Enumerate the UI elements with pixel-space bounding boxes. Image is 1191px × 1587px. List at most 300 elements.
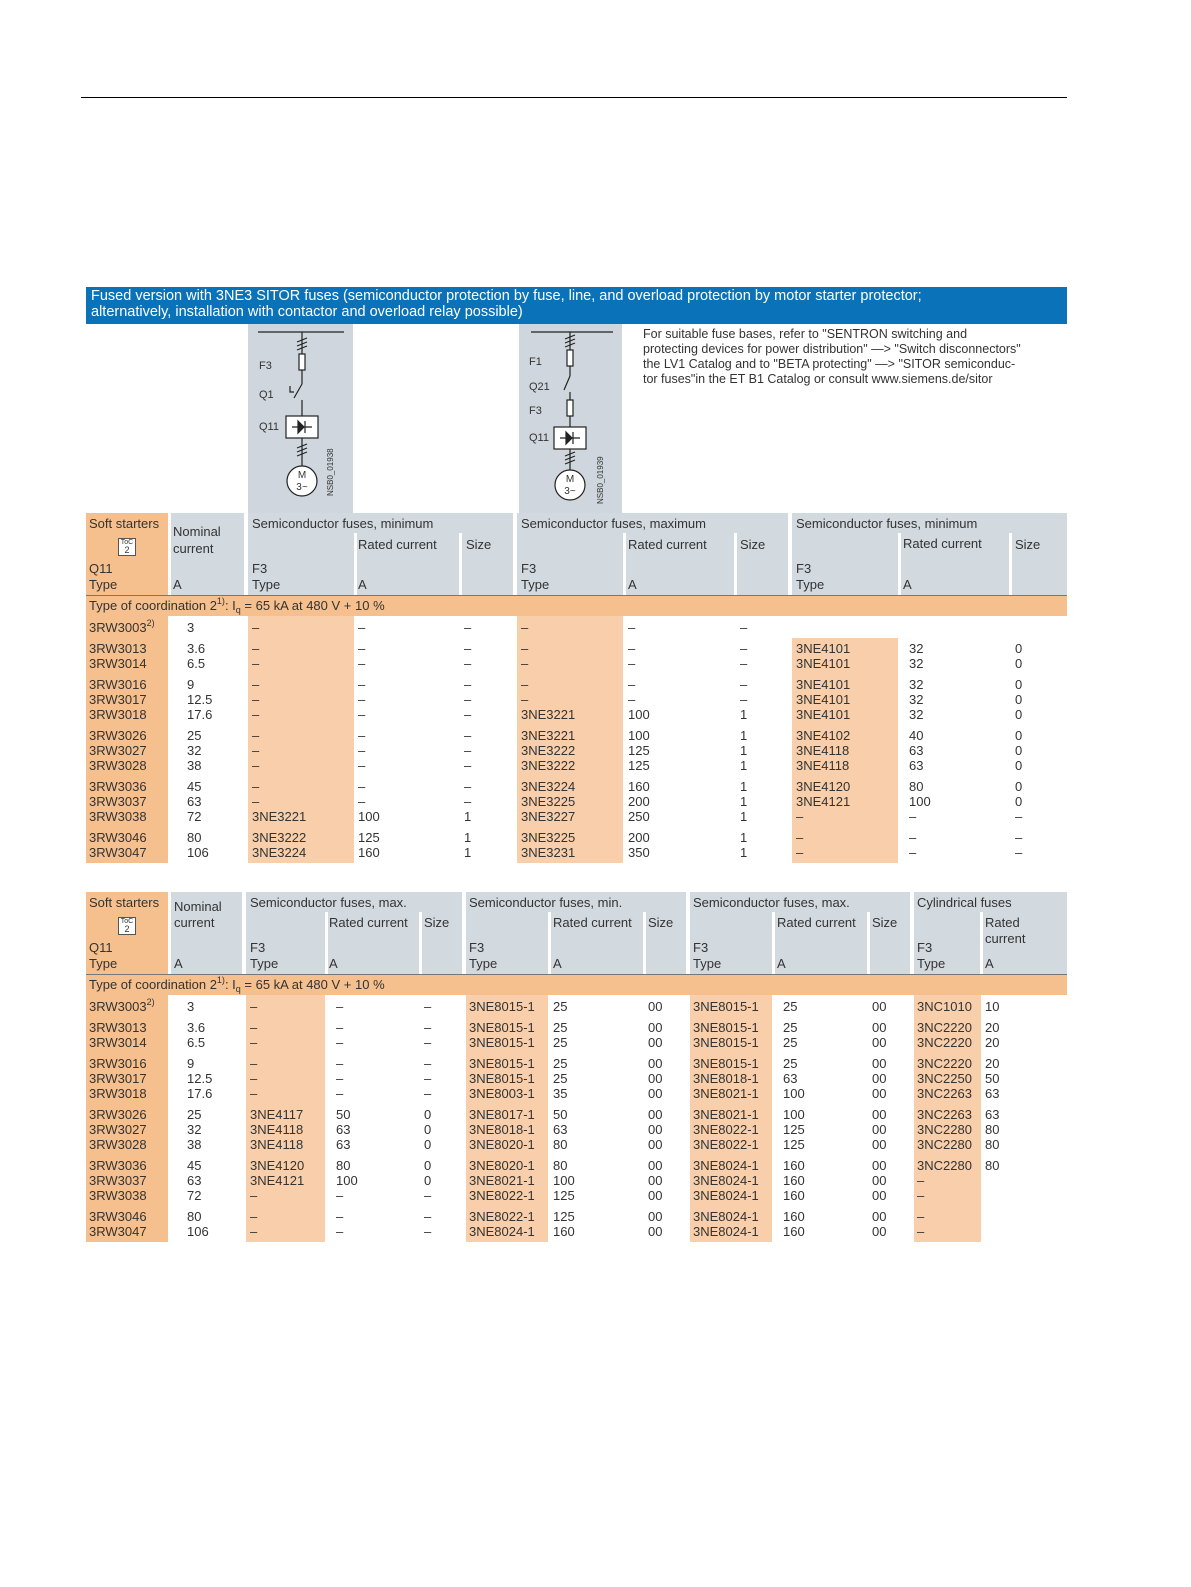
table2-cell-r9-c11: 3NC2280 (917, 1158, 972, 1173)
t1-h-group1: Semiconductor fuses, minimum (252, 516, 434, 531)
table2-cell-r8-c6: 80 (553, 1137, 568, 1152)
table2-cell-r5-c7: 00 (648, 1086, 663, 1101)
table1-cell-r10-c8: 3NE4121 (796, 794, 851, 809)
table2-cell-r11-c7: 00 (648, 1188, 663, 1203)
table1-cell-r4-c9: 32 (909, 692, 924, 707)
table2-cell-r5-c1: 17.6 (187, 1086, 213, 1101)
table2-cell-r5-c2: – (250, 1086, 258, 1101)
table2-cell-r1-c2: – (250, 1020, 258, 1035)
table2-cell-r13-c7: 00 (648, 1224, 663, 1239)
table2-cell-r6-c8: 3NE8021-1 (693, 1107, 759, 1122)
table2-cell-r7-c12: 80 (985, 1122, 1000, 1137)
table2-cell-r1-c7: 00 (648, 1020, 663, 1035)
table1-cell-r9-c1: 45 (187, 779, 202, 794)
table1-cell-r6-c6: 100 (628, 728, 650, 743)
table2-cell-r2-c2: – (250, 1035, 258, 1050)
table1-cell-r8-c6: 125 (628, 758, 650, 773)
table2-cell-r2-c1: 6.5 (187, 1035, 206, 1050)
table2-cell-r3-c6: 25 (553, 1056, 568, 1071)
t2-h-g4-a: A (985, 956, 994, 971)
table1-cell-r2-c7: – (740, 656, 748, 671)
table2-cell-r12-c4: – (424, 1209, 432, 1224)
table1-cell-r11-c6: 250 (628, 809, 650, 824)
t1-h-g3-type: Type (796, 577, 825, 592)
table2-cell-r8-c7: 00 (648, 1137, 663, 1152)
t1-h-g1-rated: Rated current (358, 537, 437, 552)
table1-cell-r11-c1: 72 (187, 809, 202, 824)
table2-cell-r7-c10: 00 (872, 1122, 887, 1137)
table2-cell-r3-c9: 25 (783, 1056, 798, 1071)
table1-cell-r6-c4: – (464, 728, 472, 743)
t1-h-g2-a: A (628, 577, 637, 592)
table1-cell-r13-c2: 3NE3224 (252, 845, 307, 860)
table1-cell-r0-c6: – (628, 620, 636, 635)
table2-cell-r4-c7: 00 (648, 1071, 663, 1086)
toc-icon[interactable] (118, 538, 136, 556)
t2-h-g4-f3: F3 (917, 940, 933, 955)
top-rule (81, 97, 1067, 98)
table2-cell-r11-c2: – (250, 1188, 258, 1203)
table2-cell-r7-c3: 63 (336, 1122, 351, 1137)
table1-cell-r0-c3: – (358, 620, 366, 635)
table1-cell-r6-c5: 3NE3221 (521, 728, 576, 743)
table1-cell-r7-c10: 0 (1015, 743, 1023, 758)
t2-h-g2-f3: F3 (469, 940, 485, 955)
table2-cell-r8-c12: 80 (985, 1137, 1000, 1152)
table2-cell-r3-c1: 9 (187, 1056, 195, 1071)
t1-h-g3-a: A (903, 577, 912, 592)
table1-cell-r2-c8: 3NE4101 (796, 656, 851, 671)
table2-cell-r13-c2: – (250, 1224, 258, 1239)
table1-cell-r4-c1: 12.5 (187, 692, 213, 707)
table2-cell-r1-c10: 00 (872, 1020, 887, 1035)
table1-cell-r13-c1: 106 (187, 845, 209, 860)
table1-cell-r0-c1: 3 (187, 620, 195, 635)
table1-cell-r1-c1: 3.6 (187, 641, 206, 656)
table1-cell-r7-c2: – (252, 743, 260, 758)
table2-cell-r10-c7: 00 (648, 1173, 663, 1188)
table1-cell-r10-c4: – (464, 794, 472, 809)
diagram2-motor-m: M (565, 474, 575, 485)
table1-cell-r10-c6: 200 (628, 794, 650, 809)
table2-cell-r11-c11: – (917, 1188, 925, 1203)
table2-cell-r10-c2: 3NE4121 (250, 1173, 305, 1188)
circuit-diagram-2 (519, 324, 622, 514)
t2-h-nominal: Nominal (174, 899, 222, 914)
table1-cell-r6-c0: 3RW3026 (89, 728, 147, 743)
table1-cell-r1-c10: 0 (1015, 641, 1023, 656)
table2-cell-r13-c1: 106 (187, 1224, 209, 1239)
table1-cell-r13-c7: 1 (740, 845, 748, 860)
table2-cell-r12-c6: 125 (553, 1209, 575, 1224)
table1-cell-r10-c5: 3NE3225 (521, 794, 576, 809)
table2-cell-r4-c11: 3NC2250 (917, 1071, 972, 1086)
table1-cell-r0-c7: – (740, 620, 748, 635)
table1-cell-r12-c5: 3NE3225 (521, 830, 576, 845)
table1-cell-r5-c4: – (464, 707, 472, 722)
table2-cell-r3-c0: 3RW3016 (89, 1056, 147, 1071)
table2-cell-r12-c1: 80 (187, 1209, 202, 1224)
table2-cell-r6-c2: 3NE4117 (250, 1107, 304, 1122)
table1-cell-r5-c8: 3NE4101 (796, 707, 851, 722)
table2-cell-r5-c0: 3RW3018 (89, 1086, 147, 1101)
table2-cell-r5-c5: 3NE8003-1 (469, 1086, 535, 1101)
table2-cell-r5-c10: 00 (872, 1086, 887, 1101)
table2-cell-r11-c4: – (424, 1188, 432, 1203)
table2-cell-r3-c10: 00 (872, 1056, 887, 1071)
table1-cell-r3-c3: – (358, 677, 366, 692)
table1-cell-r1-c4: – (464, 641, 472, 656)
table1-cell-r9-c0: 3RW3036 (89, 779, 147, 794)
table2-cell-r2-c0: 3RW3014 (89, 1035, 147, 1050)
table1-cell-r4-c5: – (521, 692, 529, 707)
diagram1-label-f3: F3 (259, 360, 272, 372)
table1-cell-r7-c1: 32 (187, 743, 202, 758)
table1-cell-r8-c5: 3NE3222 (521, 758, 576, 773)
table1-cell-r2-c4: – (464, 656, 472, 671)
table1-cell-r12-c3: 125 (358, 830, 380, 845)
table2-cell-r7-c7: 00 (648, 1122, 663, 1137)
table2-cell-r2-c6: 25 (553, 1035, 568, 1050)
table1-cell-r12-c1: 80 (187, 830, 202, 845)
table2-cell-r7-c6: 63 (553, 1122, 568, 1137)
table1-cell-r13-c5: 3NE3231 (521, 845, 576, 860)
table1-cell-r1-c2: – (252, 641, 260, 656)
toc-icon-2[interactable] (118, 917, 136, 935)
table2-cell-r6-c3: 50 (336, 1107, 351, 1122)
table1-cell-r11-c2: 3NE3221 (252, 809, 307, 824)
table2-cell-r5-c11: 3NC2263 (917, 1086, 972, 1101)
table2-cell-r9-c8: 3NE8024-1 (693, 1158, 759, 1173)
table1-cell-r7-c3: – (358, 743, 366, 758)
table2-cell-r6-c7: 00 (648, 1107, 663, 1122)
table1-cell-r9-c6: 160 (628, 779, 650, 794)
table2-cell-r6-c6: 50 (553, 1107, 568, 1122)
table1-cell-r1-c0: 3RW3013 (89, 641, 147, 656)
table1-cell-r12-c8: – (796, 830, 804, 845)
table2-cell-r5-c12: 63 (985, 1086, 1000, 1101)
table1-cell-r12-c2: 3NE3222 (252, 830, 307, 845)
table1-cell-r10-c9: 100 (909, 794, 931, 809)
table1-cell-r1-c8: 3NE4101 (796, 641, 851, 656)
toc-icon-num: 2 (124, 545, 130, 555)
table2-cell-r1-c6: 25 (553, 1020, 568, 1035)
table2-cell-r4-c9: 63 (783, 1071, 798, 1086)
table2-cell-r1-c11: 3NC2220 (917, 1020, 972, 1035)
table2-cell-r1-c0: 3RW3013 (89, 1020, 147, 1035)
t2-h-q11: Q11 (89, 940, 113, 955)
table2-cell-r2-c10: 00 (872, 1035, 887, 1050)
t1-h-soft-starters: Soft starters (89, 516, 160, 531)
table1-cell-r9-c7: 1 (740, 779, 748, 794)
table2-cell-r2-c12: 20 (985, 1035, 1000, 1050)
table2-cell-r0-c5: 3NE8015-1 (469, 999, 535, 1014)
t2-h-group1: Semiconductor fuses, max. (250, 895, 407, 910)
table2-cell-r10-c9: 160 (783, 1173, 805, 1188)
table1-cell-r13-c0: 3RW3047 (89, 845, 147, 860)
table2-cell-r0-c9: 25 (783, 999, 798, 1014)
t1-h-type: Type (89, 577, 118, 592)
banner-line-1: Fused version with 3NE3 SITOR fuses (semiconductor protection by fuse, line, and overload protection by motor starter protector; (91, 288, 922, 304)
table2-cell-r9-c0: 3RW3036 (89, 1158, 147, 1173)
table2-cell-r10-c4: 0 (424, 1173, 432, 1188)
table1-cell-r11-c8: – (796, 809, 804, 824)
table1-cell-r3-c1: 9 (187, 677, 195, 692)
table1-cell-r6-c10: 0 (1015, 728, 1023, 743)
table1-cell-r11-c3: 100 (358, 809, 380, 824)
table2-cell-r5-c4: – (424, 1086, 432, 1101)
table2-cell-r9-c2: 3NE4120 (250, 1158, 305, 1173)
table1-cell-r4-c6: – (628, 692, 636, 707)
table2-cell-r5-c3: – (336, 1086, 344, 1101)
table1-cell-r13-c9: – (909, 845, 917, 860)
table1-cell-r10-c0: 3RW3037 (89, 794, 147, 809)
table1-cell-r5-c1: 17.6 (187, 707, 213, 722)
t1-h-g2-size: Size (740, 537, 766, 552)
table2-cell-r10-c0: 3RW3037 (89, 1173, 147, 1188)
table2-cell-r13-c5: 3NE8024-1 (469, 1224, 535, 1239)
t1-h-g1-size: Size (466, 537, 492, 552)
table2-cell-r12-c9: 160 (783, 1209, 805, 1224)
table2-cell-r3-c5: 3NE8015-1 (469, 1056, 535, 1071)
t1-h-a: A (173, 577, 182, 592)
table2-cell-r1-c3: – (336, 1020, 344, 1035)
t2-h-g3-f3: F3 (693, 940, 709, 955)
table2-cell-r4-c10: 00 (872, 1071, 887, 1086)
table2-cell-r13-c0: 3RW3047 (89, 1224, 147, 1239)
table1-cell-r10-c2: – (252, 794, 260, 809)
table2-cell-r4-c2: – (250, 1071, 258, 1086)
table2-cell-r6-c5: 3NE8017-1 (469, 1107, 535, 1122)
table1-cell-r12-c7: 1 (740, 830, 748, 845)
t2-h-g1-f3: F3 (250, 940, 266, 955)
table2-cell-r8-c10: 00 (872, 1137, 887, 1152)
table2-cell-r7-c4: 0 (424, 1122, 432, 1137)
table1-cell-r3-c9: 32 (909, 677, 924, 692)
t2-h-g3-a: A (777, 956, 786, 971)
table2-cell-r3-c12: 20 (985, 1056, 1000, 1071)
section-banner (86, 287, 1067, 324)
table1-cell-r6-c8: 3NE4102 (796, 728, 851, 743)
table1-cell-r4-c2: – (252, 692, 260, 707)
banner-line-2: alternatively, installation with contactor and overload relay possible) (91, 304, 523, 320)
table1-cell-r1-c7: – (740, 641, 748, 656)
table2-cell-r1-c12: 20 (985, 1020, 1000, 1035)
table2-cell-r1-c8: 3NE8015-1 (693, 1020, 759, 1035)
table1-cell-r5-c9: 32 (909, 707, 924, 722)
table2-cell-r8-c5: 3NE8020-1 (469, 1137, 535, 1152)
table1-cell-r12-c6: 200 (628, 830, 650, 845)
table2-cell-r12-c2: – (250, 1209, 258, 1224)
table1-cell-r8-c10: 0 (1015, 758, 1023, 773)
toc-icon-2-num: 2 (124, 924, 130, 934)
table2-cell-r0-c2: – (250, 999, 258, 1014)
t2-h-group2: Semiconductor fuses, min. (469, 895, 623, 910)
t2-coordination-text: Type of coordination 2$^{1)}$: $I_q = 65$ kA at 480 V + 10 % (89, 975, 385, 994)
table1-cell-r8-c8: 3NE4118 (796, 758, 850, 773)
table2-cell-r11-c0: 3RW3038 (89, 1188, 147, 1203)
t2-h-type: Type (89, 956, 118, 971)
table1-cell-r2-c5: – (521, 656, 529, 671)
table1-cell-r0-c4: – (464, 620, 472, 635)
table2-cell-r9-c1: 45 (187, 1158, 202, 1173)
diagram1-label-q1: Q1 (259, 389, 274, 401)
table2-cell-r2-c8: 3NE8015-1 (693, 1035, 759, 1050)
diagram2-label-q11: Q11 (529, 432, 549, 444)
table1-cell-r11-c10: – (1015, 809, 1023, 824)
table2-cell-r5-c9: 100 (783, 1086, 805, 1101)
table1-cell-r8-c9: 63 (909, 758, 924, 773)
table2-cell-r10-c3: 100 (336, 1173, 358, 1188)
table1-cell-r13-c6: 350 (628, 845, 650, 860)
t2-h-g3-size: Size (872, 915, 898, 930)
table2-cell-r2-c3: – (336, 1035, 344, 1050)
t1-h-current: current (173, 541, 214, 556)
table2-cell-r7-c11: 3NC2280 (917, 1122, 972, 1137)
table2-cell-r4-c3: – (336, 1071, 344, 1086)
table2-cell-r7-c5: 3NE8018-1 (469, 1122, 535, 1137)
t2-h-g1-type: Type (250, 956, 279, 971)
table2-cell-r7-c2: 3NE4118 (250, 1122, 304, 1137)
t1-h-g2-type: Type (521, 577, 550, 592)
table1-cell-r9-c9: 80 (909, 779, 924, 794)
table2-cell-r11-c8: 3NE8024-1 (693, 1188, 759, 1203)
diagram1-motor-m: M (297, 470, 307, 481)
table1-cell-r2-c6: – (628, 656, 636, 671)
table2-cell-r4-c1: 12.5 (187, 1071, 213, 1086)
table1-cell-r3-c8: 3NE4101 (796, 677, 851, 692)
t1-h-nominal: Nominal (173, 524, 221, 539)
table1-cell-r2-c10: 0 (1015, 656, 1023, 671)
table1-cell-r8-c1: 38 (187, 758, 202, 773)
diagram1-motor-phase: 3~ (296, 482, 308, 493)
table1-cell-r5-c5: 3NE3221 (521, 707, 576, 722)
table1-cell-r3-c0: 3RW3016 (89, 677, 147, 692)
table2-cell-r7-c0: 3RW3027 (89, 1122, 147, 1137)
table1-cell-r3-c6: – (628, 677, 636, 692)
table1-cell-r11-c5: 3NE3227 (521, 809, 576, 824)
toc-icon-label: ToC (120, 539, 134, 546)
fuse-base-note: For suitable fuse bases, refer to "SENTRON switching and protecting devices for power distribution" —> "Switch disconnectors" the LV1 Catalog and to "BETA protecting" —> "SITOR semiconduc- tor fuses"in the ET B1 Catalog or consult www.siemens.de/sitor (643, 327, 1021, 386)
table1-cell-r11-c4: 1 (464, 809, 472, 824)
table2-cell-r11-c1: 72 (187, 1188, 202, 1203)
diagram2-label-q21: Q21 (529, 381, 550, 393)
table2-cell-r3-c8: 3NE8015-1 (693, 1056, 759, 1071)
t2-h-g1-a: A (329, 956, 338, 971)
table1-cell-r10-c3: – (358, 794, 366, 809)
table2-cell-r10-c1: 63 (187, 1173, 202, 1188)
table2-cell-r9-c9: 160 (783, 1158, 805, 1173)
fuse-table-2 (86, 892, 1067, 1242)
table1-cell-r6-c1: 25 (187, 728, 202, 743)
table1-cell-r1-c9: 32 (909, 641, 924, 656)
t1-h-g1-f3: F3 (252, 561, 268, 576)
table1-cell-r12-c4: 1 (464, 830, 472, 845)
table2-cell-r12-c8: 3NE8024-1 (693, 1209, 759, 1224)
table2-cell-r0-c3: – (336, 999, 344, 1014)
t1-h-g3-f3: F3 (796, 561, 812, 576)
table2-cell-r13-c11: – (917, 1224, 925, 1239)
table2-cell-r0-c12: 10 (985, 999, 1000, 1014)
diagram2-code: NSB0_01939 (596, 456, 605, 504)
table1-cell-r3-c5: – (521, 677, 529, 692)
table2-cell-r12-c11: – (917, 1209, 925, 1224)
table2-cell-r12-c0: 3RW3046 (89, 1209, 147, 1224)
table1-cell-r2-c9: 32 (909, 656, 924, 671)
table2-cell-r0-c1: 3 (187, 999, 195, 1014)
table1-cell-r0-c0: 3RW3003$^{2)}$ (89, 618, 155, 635)
t2-h-g3-type: Type (693, 956, 722, 971)
table1-cell-r1-c6: – (628, 641, 636, 656)
t2-h-g1-size: Size (424, 915, 450, 930)
table2-cell-r12-c5: 3NE8022-1 (469, 1209, 535, 1224)
table2-cell-r1-c5: 3NE8015-1 (469, 1020, 535, 1035)
table2-cell-r4-c4: – (424, 1071, 432, 1086)
t2-h-soft-starters: Soft starters (89, 895, 160, 910)
table1-cell-r5-c3: – (358, 707, 366, 722)
table1-cell-r8-c7: 1 (740, 758, 748, 773)
table1-cell-r3-c4: – (464, 677, 472, 692)
table1-cell-r10-c1: 63 (187, 794, 202, 809)
table1-cell-r13-c4: 1 (464, 845, 472, 860)
table2-cell-r3-c2: – (250, 1056, 258, 1071)
table1-cell-r7-c9: 63 (909, 743, 924, 758)
table1-cell-r6-c7: 1 (740, 728, 748, 743)
table2-cell-r12-c7: 00 (648, 1209, 663, 1224)
table2-cell-r12-c3: – (336, 1209, 344, 1224)
table1-cell-r12-c0: 3RW3046 (89, 830, 147, 845)
table1-cell-r7-c4: – (464, 743, 472, 758)
table1-cell-r12-c9: – (909, 830, 917, 845)
table2-cell-r2-c5: 3NE8015-1 (469, 1035, 535, 1050)
table1-cell-r4-c3: – (358, 692, 366, 707)
table2-cell-r10-c8: 3NE8024-1 (693, 1173, 759, 1188)
table2-cell-r0-c11: 3NC1010 (917, 999, 972, 1014)
table2-cell-r8-c0: 3RW3028 (89, 1137, 147, 1152)
table2-cell-r8-c8: 3NE8022-1 (693, 1137, 759, 1152)
table2-cell-r1-c1: 3.6 (187, 1020, 206, 1035)
table2-cell-r9-c6: 80 (553, 1158, 568, 1173)
table1-cell-r9-c10: 0 (1015, 779, 1023, 794)
table2-cell-r11-c10: 00 (872, 1188, 887, 1203)
t2-h-g4-rated: Rated (985, 915, 1020, 930)
table2-cell-r2-c11: 3NC2220 (917, 1035, 972, 1050)
table2-cell-r11-c9: 160 (783, 1188, 805, 1203)
t2-h-g2-size: Size (648, 915, 674, 930)
table2-cell-r9-c4: 0 (424, 1158, 432, 1173)
table2-cell-r4-c0: 3RW3017 (89, 1071, 147, 1086)
table2-cell-r10-c10: 00 (872, 1173, 887, 1188)
diagram1-label-q11: Q11 (259, 421, 279, 433)
toc-icon-2-label: ToC (120, 918, 134, 925)
table1-cell-r13-c3: 160 (358, 845, 380, 860)
table2-cell-r0-c8: 3NE8015-1 (693, 999, 759, 1014)
table1-cell-r8-c3: – (358, 758, 366, 773)
table1-cell-r7-c7: 1 (740, 743, 748, 758)
table1-cell-r0-c5: – (521, 620, 529, 635)
table2-cell-r10-c5: 3NE8021-1 (469, 1173, 535, 1188)
table1-cell-r9-c3: – (358, 779, 366, 794)
t1-col-g1-bg (248, 616, 354, 863)
table2-cell-r6-c1: 25 (187, 1107, 202, 1122)
table1-cell-r6-c9: 40 (909, 728, 924, 743)
t1-h-q11: Q11 (89, 561, 113, 576)
t1-h-g2-rated: Rated current (628, 537, 707, 552)
t2-h-group3: Semiconductor fuses, max. (693, 895, 850, 910)
table2-cell-r5-c6: 35 (553, 1086, 568, 1101)
table1-cell-r9-c2: – (252, 779, 260, 794)
t2-h-g2-rated: Rated current (553, 915, 632, 930)
